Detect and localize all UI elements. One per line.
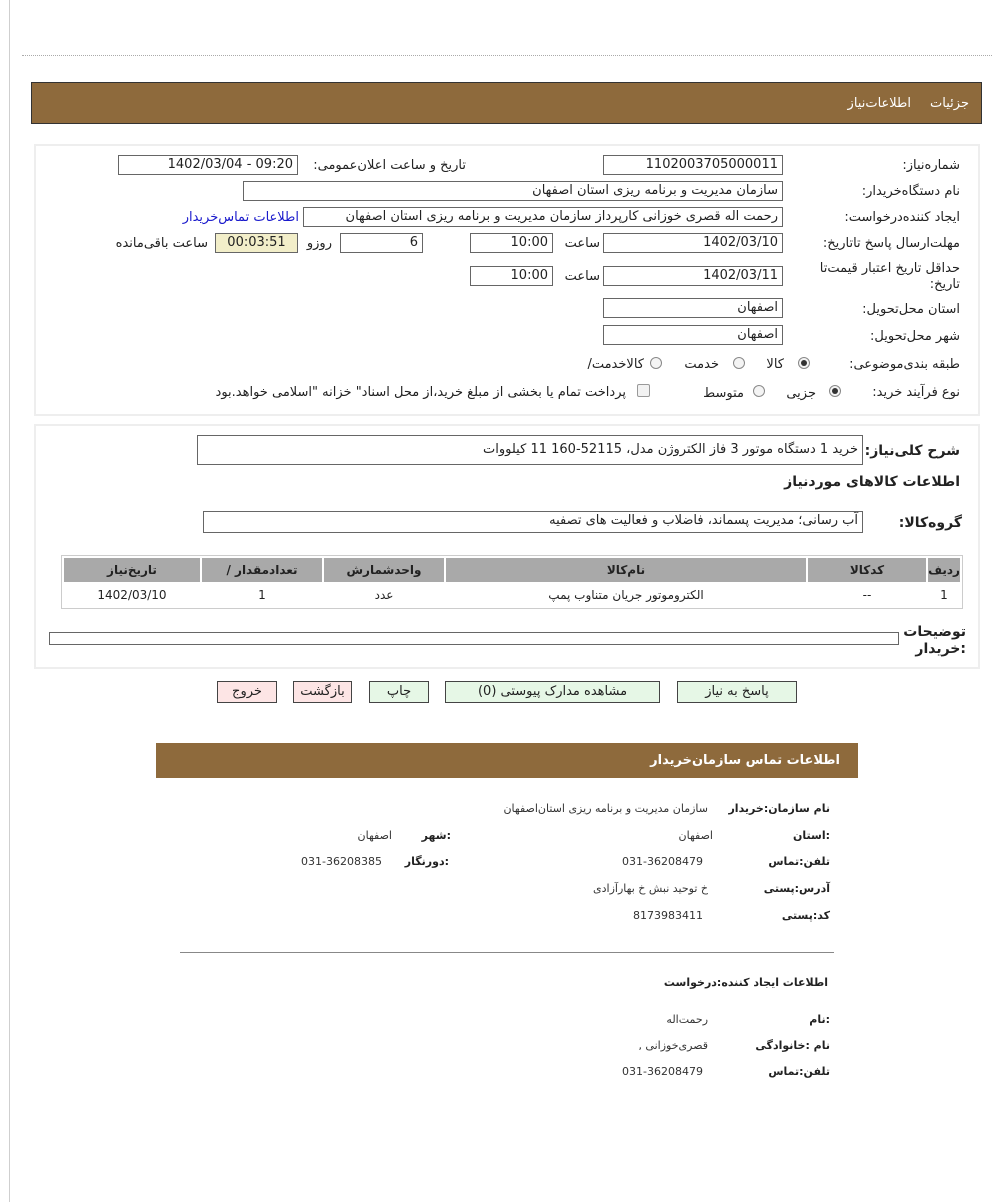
exit-button[interactable]: خروج bbox=[217, 681, 277, 703]
validity-label-date: تاریخ: bbox=[929, 277, 960, 292]
buyer-field: سازمان مدیریت و برنامه ریزی استان اصفهان bbox=[243, 181, 783, 201]
header-bar bbox=[31, 82, 982, 124]
group-field: آب رسانی؛ مدیریت پسماند، فاضلاب و فعالیت های تصفیه bbox=[203, 511, 863, 533]
table-row bbox=[64, 584, 960, 606]
province-field: اصفهان bbox=[603, 298, 783, 318]
dotted-divider bbox=[22, 55, 992, 56]
attachments-button[interactable]: مشاهده مدارک پیوستی (0) bbox=[445, 681, 660, 703]
process-label: نوع فرآیند خرید: bbox=[872, 385, 960, 400]
category-radio-goods[interactable] bbox=[798, 357, 810, 369]
creator-info-title: اطلاعات ایجاد کننده‌:درخواست bbox=[663, 976, 828, 989]
postal-label: کد‌:پستی bbox=[781, 909, 830, 922]
group-label: گروه‌کالا: bbox=[898, 515, 962, 531]
buyer-notes-field bbox=[49, 632, 899, 645]
deadline-label: مهلت‌ارسال پاسخ تا‌تاریخ: bbox=[822, 236, 960, 251]
process-radio-medium[interactable] bbox=[753, 385, 765, 397]
cell-row: 1 bbox=[928, 584, 960, 606]
announce-label: تاریخ و ساعت اعلان‌عمومی: bbox=[313, 158, 466, 173]
reply-button[interactable]: پاسخ به نیاز bbox=[677, 681, 797, 703]
col-code: کدکالا bbox=[808, 558, 926, 582]
goods-table bbox=[61, 555, 963, 609]
fax-value: 031-36208385 bbox=[301, 855, 382, 868]
category-option-service: خدمت bbox=[684, 357, 719, 372]
family-value: قصری‌خوزانی , bbox=[638, 1039, 708, 1052]
category-radio-both[interactable] bbox=[650, 357, 662, 369]
goods-info-title: اطلاعات کالاهای موردنیاز bbox=[784, 474, 960, 490]
address-value: خ توحید نبش خ بهارآزادی bbox=[593, 882, 708, 895]
cell-date: 1402/03/10 bbox=[64, 584, 200, 606]
cell-code: -- bbox=[808, 584, 926, 606]
validity-date-field: 1402/03/11 bbox=[603, 266, 783, 286]
col-date: تاریخ‌نیاز bbox=[64, 558, 200, 582]
countdown-timer: 00:03:51 bbox=[215, 233, 298, 253]
deadline-time-field: 10:00 bbox=[470, 233, 553, 253]
category-option-goods: کالا bbox=[766, 357, 784, 372]
contact-province-label: :استان bbox=[793, 829, 830, 842]
name-value: رحمت‌اله bbox=[666, 1013, 708, 1026]
buyer-notes-label: توضیحات bbox=[903, 624, 966, 640]
back-button[interactable]: بازگشت bbox=[293, 681, 352, 703]
tab-need-info[interactable]: اطلاعات‌نیاز bbox=[847, 96, 911, 111]
fax-label: :دورنگار bbox=[404, 855, 449, 868]
process-option-medium: متوسط bbox=[703, 386, 744, 401]
contact-header-bar bbox=[156, 743, 858, 778]
cell-qty: 1 bbox=[202, 584, 322, 606]
category-radio-service[interactable] bbox=[733, 357, 745, 369]
description-label: شرح کلی‌نیاز: bbox=[864, 443, 960, 459]
col-unit: واحدشمارش bbox=[324, 558, 444, 582]
col-qty: تعداد‌مقدار / bbox=[202, 558, 322, 582]
contact-province-value: اصفهان bbox=[678, 829, 713, 842]
postal-value: 8173983411 bbox=[633, 909, 703, 922]
col-row: ردیف bbox=[928, 558, 960, 582]
goods-table-header bbox=[64, 558, 960, 582]
section-divider bbox=[180, 952, 834, 953]
creator-label: ایجاد کننده‌درخواست: bbox=[844, 210, 960, 225]
category-option-both: کالا‌خدمت/ bbox=[587, 357, 644, 372]
validity-label: حداقل تاریخ اعتبار قیمت‌تا bbox=[819, 261, 960, 276]
phone-value: 031-36208479 bbox=[622, 855, 703, 868]
print-button[interactable]: چاپ bbox=[369, 681, 429, 703]
deadline-date-field: 1402/03/10 bbox=[603, 233, 783, 253]
cell-unit: عدد bbox=[324, 584, 444, 606]
city-field: اصفهان bbox=[603, 325, 783, 345]
family-label: نام :خانوادگی bbox=[755, 1039, 830, 1052]
process-option-minor: جزیی bbox=[786, 386, 816, 401]
contact-title: اطلاعات تماس سازمان‌خریدار bbox=[650, 753, 840, 768]
treasury-payment-checkbox[interactable] bbox=[637, 384, 650, 397]
org-value: سازمان مدیریت و برنامه ریزی استان‌اصفهان bbox=[503, 802, 708, 815]
process-radio-minor[interactable] bbox=[829, 385, 841, 397]
buyer-notes-label-2: :خریدار bbox=[915, 641, 966, 657]
contact-city-label: :شهر bbox=[421, 829, 451, 842]
buyer-label: نام دستگاه‌خریدار: bbox=[861, 184, 960, 199]
name-label: :نام bbox=[809, 1013, 830, 1026]
validity-time-field: 10:00 bbox=[470, 266, 553, 286]
announce-field: 1402/03/04 - 09:20 bbox=[118, 155, 298, 175]
category-label: طبقه بندی‌موضوعی: bbox=[849, 357, 960, 372]
phone-label: تلفن‌:تماس bbox=[768, 855, 830, 868]
address-label: آدرس‌:پستی bbox=[763, 882, 830, 895]
cell-name: الکتروموتور جریان متناوب پمپ bbox=[446, 584, 806, 606]
creator-phone-value: 031-36208479 bbox=[622, 1065, 703, 1078]
need-number-field: 1102003705000011 bbox=[603, 155, 783, 175]
creator-field: رحمت اله قصری خوزانی کارپرداز سازمان مدیریت و برنامه ریزی استان اصفهان bbox=[303, 207, 783, 227]
remaining-label: ساعت باقی‌مانده bbox=[115, 236, 208, 251]
province-label: استان محل‌تحویل: bbox=[862, 302, 960, 317]
contact-city-value: اصفهان bbox=[357, 829, 392, 842]
city-label: شهر محل‌تحویل: bbox=[870, 329, 960, 344]
deadline-hour-label: ساعت bbox=[564, 236, 600, 251]
creator-phone-label: تلفن‌:تماس bbox=[768, 1065, 830, 1078]
payment-note: پرداخت تمام یا بخشی از مبلغ خرید،از محل اسناد" خزانه "اسلامی خواهد.بود bbox=[215, 385, 626, 400]
days-label: روزو bbox=[306, 236, 332, 251]
description-field: خرید 1 دستگاه موتور 3 فاز الکتروژن مدل، 52115-160 11 کیلووات bbox=[197, 435, 863, 465]
org-label: نام سازمان‌:خریدار bbox=[728, 802, 830, 815]
days-field: 6 bbox=[340, 233, 423, 253]
col-name: نام‌کالا bbox=[446, 558, 806, 582]
validity-hour-label: ساعت bbox=[564, 269, 600, 284]
left-border bbox=[9, 0, 10, 1202]
buyer-contact-link[interactable]: اطلاعات تماس‌خریدار bbox=[182, 210, 299, 225]
tab-details[interactable]: جزئیات bbox=[930, 96, 969, 111]
need-number-label: شماره‌نیاز: bbox=[902, 158, 960, 173]
